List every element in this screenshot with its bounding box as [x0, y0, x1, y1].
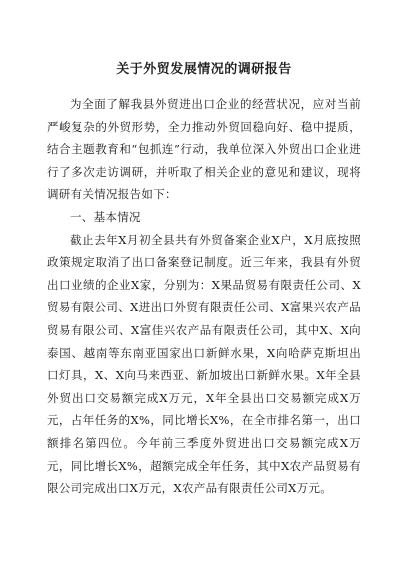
section-body-basic-situation: 截止去年X月初全县共有外贸备案企业X户，X月底按照政策规定取消了出口备案登记制度。近三年来，我县有外贸出口业绩的企业X家，分别为：X果品贸易有限责任公司、X贸易有限公司、X进出口外贸有限责任公司、X富果兴农产品贸易有限公司、X富佳兴农产品有限责任公司，其中X、X向泰国、越南等东南亚国家出口新鲜水果，X向哈萨克斯坦出口灯具，X、X向马来西亚、新加坡出口新鲜水果。X年全县外贸出口交易额完成X万元，X年全县出口交易额完成X万元，占年任务的X%，同比增长X%，在全市排名第一，出口额排名第四位。今年前三季度外贸进出口交易额完成X万元，同比增长X%，超额完成全年任务，其中X农产品贸易有限公司完成出口X万元，X农产品有限责任公司X万元。: [47, 232, 361, 496]
intro-paragraph: 为全面了解我县外贸进出口企业的经营状况，应对当前严峻复杂的外贸形势，全力推动外贸回稳向好、稳中提质，结合主题教育和“包抓连”行动，我单位深入外贸出口企业进行了多次走访调研，并听取了相关企业的意见和建议，现将调研有关情况报告如下：: [47, 97, 361, 202]
section-heading-basic-situation: 一、基本情况: [70, 209, 141, 224]
document-title: 关于外贸发展情况的调研报告: [116, 62, 292, 77]
